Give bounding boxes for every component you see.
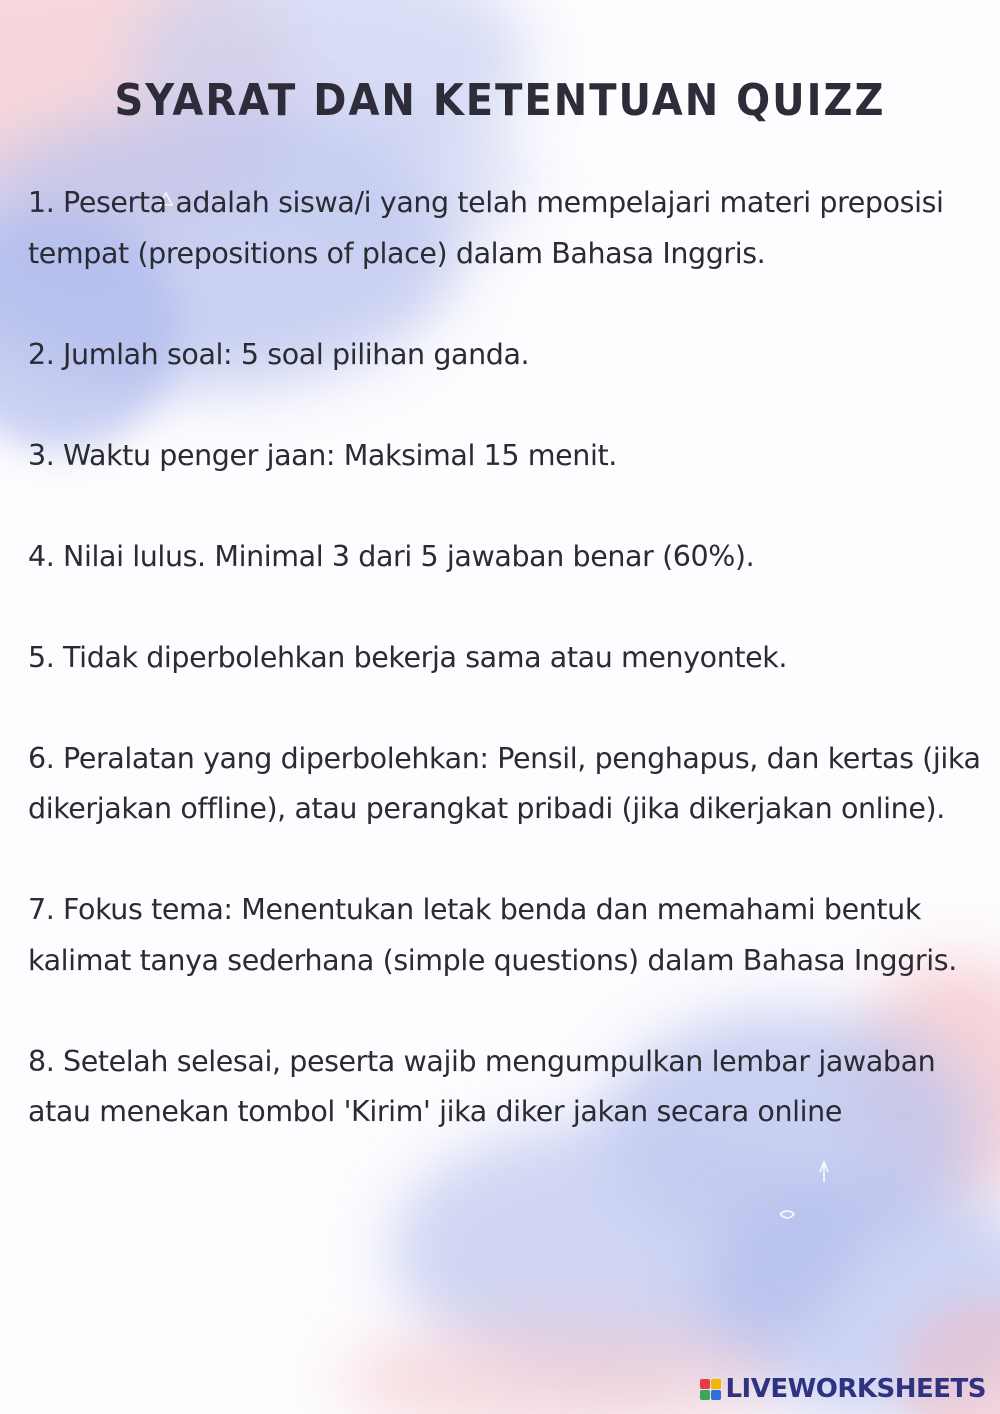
rule-item: 5. Tidak diperbolehkan bekerja sama atau menyontek. [28, 640, 788, 674]
logo-square [711, 1390, 721, 1400]
rule-item: 2. Jumlah soal: 5 soal pilihan ganda. [28, 337, 530, 371]
rule-item: 1. Peserta adalah siswa/i yang telah mempelajari materi preposisi tempat (prepositions of place) dalam Bahasa Inggris. [28, 186, 944, 270]
rule-item: 8. Setelah selesai, peserta wajib mengumpulkan lembar jawaban atau menekan tombol 'Kirim' jika diker jakan secara online [28, 1044, 936, 1128]
logo-square [700, 1379, 710, 1389]
rules-list [28, 178, 993, 1188]
logo-square [711, 1379, 721, 1389]
brand-name: LIVEWORKSHEETS [725, 1374, 986, 1404]
rule-item: 6. Peralatan yang diperbolehkan: Pensil, penghapus, dan kertas (jika dikerjakan offline), atau perangkat pribadi (jika dikerjakan online). [28, 741, 981, 825]
rule-item: 7. Fokus tema: Menentukan letak benda dan memahami bentuk kalimat tanya sederhana (simple questions) dalam Bahasa Inggris. [28, 893, 957, 977]
liveworksheets-icon [700, 1379, 721, 1400]
liveworksheets-logo [700, 1374, 986, 1404]
page-title: SYARAT DAN KETENTUAN QUIZZ [114, 76, 886, 126]
logo-square [700, 1390, 710, 1400]
rule-item: 4. Nilai lulus. Minimal 3 dari 5 jawaban benar (60%). [28, 539, 755, 573]
rule-item: 3. Waktu penger jaan: Maksimal 15 menit. [28, 438, 617, 472]
